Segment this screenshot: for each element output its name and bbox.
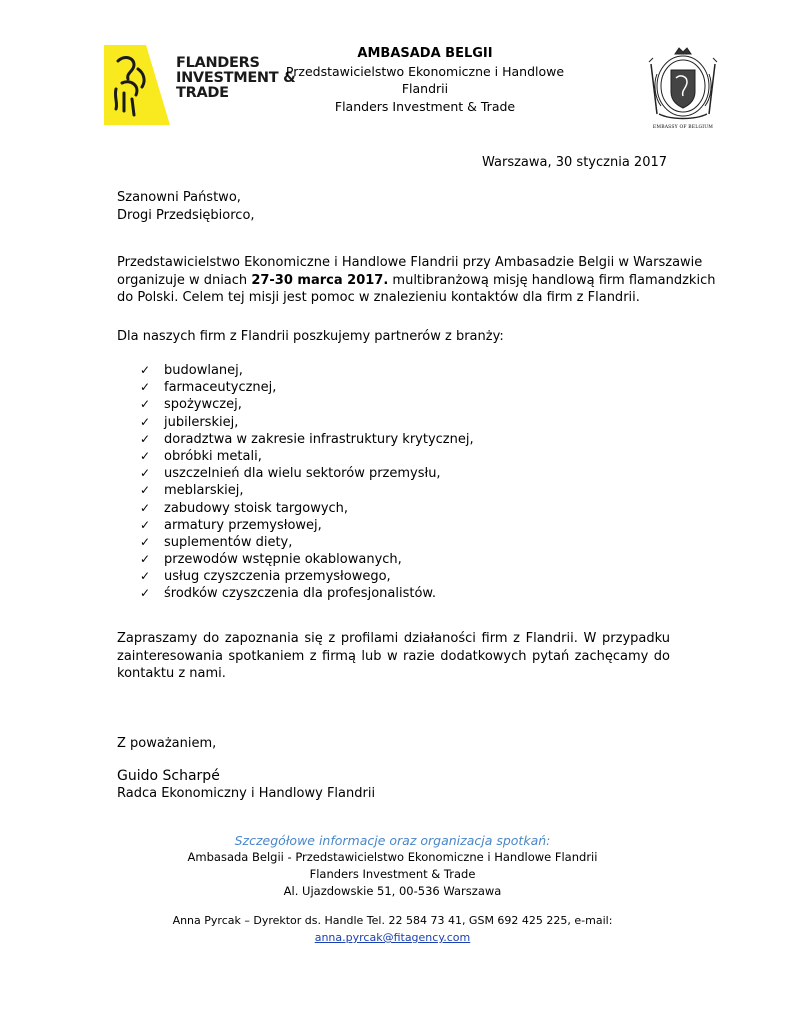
industry-list-item (140, 500, 474, 517)
industry-list-item (140, 465, 474, 482)
crest-caption: EMBASSY OF BELGIUM (652, 125, 714, 130)
salutation (117, 189, 255, 224)
industry-list-item (140, 396, 474, 413)
industry-label: usług czyszczenia przemysłowego, (164, 569, 391, 585)
industry-label: budowlanej, (164, 363, 243, 378)
checkmark-icon: ✓ (140, 552, 151, 567)
industry-label: przewodów wstępnie okablowanych, (164, 552, 402, 568)
closing-regards: Z poważaniem, (117, 736, 217, 751)
paragraph-line: do Polski. Celem tej misji jest pomoc w znalezieniu kontaktów dla firm z Flandrii. (117, 290, 640, 305)
checkmark-icon: ✓ (140, 448, 151, 463)
industry-label: farmaceutycznej, (164, 380, 277, 396)
industry-label: zabudowy stoisk targowych, (164, 500, 349, 516)
embassy-crest (645, 44, 721, 134)
checkmark-icon: ✓ (140, 534, 151, 549)
footer-info (145, 832, 640, 900)
industry-list-item (140, 517, 474, 534)
checkmark-icon: ✓ (140, 466, 151, 481)
letterhead-line-1: Przedstawicielstwo Ekonomiczne i Handlowe Flandrii (285, 63, 565, 96)
footer-address: Al. Ujazdowskie 51, 00-536 Warszawa (283, 884, 502, 898)
industry-label: suplementów diety, (164, 534, 293, 550)
industry-list-item (140, 568, 474, 585)
flanders-investment-trade-logo (104, 45, 296, 125)
embassy-title: AMBASADA BELGII (357, 46, 493, 61)
salutation-line-2: Drogi Przedsiębiorco, (117, 207, 255, 223)
logo-line-1: FLANDERS (176, 55, 260, 71)
paragraph-line: Zapraszamy do zapoznania się z profilami działaności firm z Flandrii. W przypadku (117, 631, 670, 646)
footer-heading: Szczegółowe informacje oraz organizacja spotkań: (234, 833, 551, 848)
checkmark-icon: ✓ (140, 586, 151, 601)
industry-label: obróbki metali, (164, 448, 262, 464)
checkmark-icon: ✓ (140, 517, 151, 532)
invitation-paragraph (117, 630, 670, 683)
salutation-line-1: Szanowni Państwo, (117, 190, 241, 205)
industry-label: armatury przemysłowej, (164, 517, 322, 533)
industry-list-item (140, 414, 474, 431)
signatory-name: Guido Scharpé (117, 768, 220, 784)
industry-list-item (140, 379, 474, 396)
industry-label: środków czyszczenia dla profesjonalistów. (164, 586, 436, 602)
contact-info (145, 912, 640, 946)
signatory-title: Radca Ekonomiczny i Handlowy Flandrii (117, 786, 376, 801)
checkmark-icon: ✓ (140, 363, 151, 377)
checkmark-icon: ✓ (140, 414, 151, 429)
paragraph-text: multibranżową misję handlową firm flamandzkich (388, 272, 716, 288)
industry-list-item (140, 482, 474, 499)
industry-label: jubilerskiej, (164, 414, 239, 430)
checkmark-icon: ✓ (140, 397, 151, 412)
paragraph-line: kontaktu z nami. (117, 666, 226, 681)
footer-line-2: Flanders Investment & Trade (309, 867, 476, 881)
mission-paragraph (117, 254, 716, 307)
industry-list-item (140, 362, 474, 379)
letterhead (265, 45, 585, 115)
mission-dates: 27-30 marca 2017. (251, 272, 389, 288)
paragraph-line: zainteresowania spotkaniem z firmą lub w razie dodatkowych pytań zachęcamy do (117, 648, 670, 664)
industry-list-item (140, 448, 474, 465)
industry-list-item (140, 551, 474, 568)
letter-date: Warszawa, 30 stycznia 2017 (482, 155, 668, 170)
checkmark-icon: ✓ (140, 483, 151, 498)
paragraph-text: organizuje w dniach (117, 272, 252, 288)
contact-line: Anna Pyrcak – Dyrektor ds. Handle Tel. 22 584 73 41, GSM 692 425 225, e-mail: (172, 914, 613, 927)
checkmark-icon: ✓ (140, 431, 151, 446)
paragraph-line: Przedstawicielstwo Ekonomiczne i Handlowe Flandrii przy Ambasadzie Belgii w Warszawie (117, 255, 703, 270)
checkmark-icon: ✓ (140, 380, 151, 395)
logo-line-3: TRADE (176, 85, 229, 101)
industry-list-item (140, 431, 474, 448)
checkmark-icon: ✓ (140, 569, 151, 584)
industries-list (140, 362, 474, 603)
paragraph-line (117, 272, 716, 290)
royal-coat-of-arms-icon (645, 44, 721, 124)
footer-line-1: Ambasada Belgii - Przedstawicielstwo Ekonomiczne i Handlowe Flandrii (187, 850, 598, 864)
email-link[interactable]: anna.pyrcak@fitagency.com (314, 931, 471, 944)
industry-list-item (140, 585, 474, 602)
checkmark-icon: ✓ (140, 500, 151, 515)
industries-intro: Dla naszych firm z Flandrii poszkujemy partnerów z branży: (117, 329, 504, 344)
industry-label: spożywczej, (164, 397, 242, 413)
industry-label: doradztwa w zakresie infrastruktury krytycznej, (164, 431, 474, 447)
industry-label: uszczelnień dla wielu sektorów przemysłu, (164, 466, 441, 482)
logo-line-2: INVESTMENT & (176, 70, 296, 86)
industry-label: meblarskiej, (164, 483, 244, 499)
industry-list-item (140, 534, 474, 551)
letterhead-line-2: Flanders Investment & Trade (334, 98, 516, 114)
